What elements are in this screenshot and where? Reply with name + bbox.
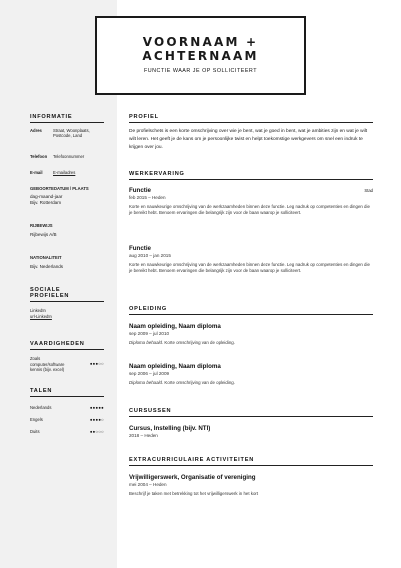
linkedin-label: LinkedIn bbox=[30, 308, 46, 314]
education-description: Diploma behaald. Korte omschrijving van de opleiding. bbox=[129, 380, 235, 385]
job-title: Functie bbox=[129, 245, 152, 252]
telefoon-value: Telefoonnummer bbox=[53, 154, 85, 159]
rijbewijs-value: Rijbewijs A/B bbox=[30, 231, 57, 237]
extra-title: EXTRACURRICULAIRE ACTIVITEITEN bbox=[129, 457, 255, 463]
geboorte-label: GEBOORTEDATUM / PLAATS bbox=[30, 186, 89, 191]
extra-item-title: Vrijwilligerswerk, Organisatie of vereniging bbox=[129, 474, 256, 482]
social-rule bbox=[30, 301, 104, 302]
education-item bbox=[129, 323, 373, 346]
profiel-text: De profielschets is een korte omschrijving over wie je bent, wat je goed in bent, wat je ambities zijn en wat je wilt wilt leren. Het geeft je de kans om je persoonlijke twist en helpt toekomstige werkgevers om snel een indruk te krijgen over jou. bbox=[129, 129, 368, 151]
skills-section bbox=[30, 341, 104, 373]
profiel-rule bbox=[129, 122, 373, 123]
geboorte-block bbox=[30, 186, 104, 206]
education-date: sep 2006 – jul 2009 bbox=[129, 371, 170, 376]
social-title-1: SOCIALE bbox=[30, 287, 61, 293]
opleiding-rule bbox=[129, 314, 373, 315]
job-city: Stad bbox=[364, 188, 373, 193]
telefoon-row bbox=[30, 154, 104, 159]
skill-rating: ●●●○○ bbox=[89, 361, 104, 367]
adres-label: Adres bbox=[30, 128, 42, 133]
language-name: Engels bbox=[30, 416, 43, 422]
extra-rule bbox=[129, 465, 373, 466]
werk-title: WERKERVARING bbox=[129, 171, 185, 177]
job-date: feb 2015 – Heden bbox=[129, 195, 166, 200]
telefoon-label: Telefoon bbox=[30, 154, 48, 159]
education-date: sep 2009 – jul 2010 bbox=[129, 331, 170, 336]
adres-value: Straat, Woonplaats, Postcode, Land bbox=[53, 128, 90, 139]
profiel-section bbox=[129, 114, 373, 152]
job-description: Korte en nauwkeurige omschrijving van de werkzaamheden binnen deze functie. Leg nadruk op competenties en dingen die je bereikt hebt. Benoem ervaringen die belangrijk zijn voor de baan waarop je solliciteert. bbox=[129, 204, 370, 216]
education-title: Naam opleiding, Naam diploma bbox=[129, 323, 221, 330]
info-section bbox=[30, 114, 104, 123]
languages-title: TALEN bbox=[30, 388, 53, 394]
werk-section bbox=[129, 171, 373, 180]
language-rating: ●●●●● bbox=[89, 404, 104, 410]
skill-row bbox=[30, 356, 104, 373]
skills-rule bbox=[30, 349, 104, 350]
geboorte-place: Bijv. Rotterdam bbox=[30, 199, 62, 205]
rijbewijs-label: RIJBEWIJS bbox=[30, 223, 53, 228]
geboorte-date: dag-maand-jaar bbox=[30, 193, 63, 199]
course-date: 2018 – Heden bbox=[129, 433, 158, 439]
nationaliteit-value: Bijv. Nederlands bbox=[30, 263, 64, 269]
extra-description: Beschrijf je taken met betrekking tot het vrijwilligerswerk in het kort bbox=[129, 491, 259, 497]
education-description: Diploma behaald. Korte omschrijving van de opleiding. bbox=[129, 340, 235, 345]
languages-rule bbox=[30, 396, 104, 397]
nationaliteit-block bbox=[30, 255, 104, 270]
name-line-1: VOORNAAM + bbox=[142, 35, 259, 49]
linkedin-link[interactable]: url-LinkedIn bbox=[30, 313, 52, 319]
email-row bbox=[30, 170, 104, 175]
extra-section bbox=[129, 457, 373, 497]
cursussen-rule bbox=[129, 416, 373, 417]
nationaliteit-label: NATIONALITEIT bbox=[30, 255, 62, 260]
education-item bbox=[129, 363, 373, 386]
job-item bbox=[129, 245, 373, 274]
info-title: INFORMATIE bbox=[30, 114, 73, 120]
opleiding-title: OPLEIDING bbox=[129, 306, 167, 312]
job-date: aug 2010 – jan 2015 bbox=[129, 253, 171, 258]
extra-date: mei 2004 – Heden bbox=[129, 482, 167, 488]
skill-label: Zoals computer/software kennis (bijv. excel) bbox=[30, 356, 65, 373]
language-rating: ●●○○○ bbox=[89, 428, 104, 434]
profiel-title: PROFIEL bbox=[129, 114, 159, 120]
language-row bbox=[30, 401, 104, 413]
adres-row bbox=[30, 128, 104, 138]
language-row bbox=[30, 413, 104, 425]
skills-title: VAARDIGHEDEN bbox=[30, 341, 85, 347]
name-line-2: ACHTERNAAM bbox=[142, 49, 259, 63]
language-name: Duits bbox=[30, 428, 40, 434]
email-link[interactable]: E-mailadres bbox=[53, 170, 76, 175]
rijbewijs-block bbox=[30, 223, 104, 238]
werk-rule bbox=[129, 179, 373, 180]
education-title: Naam opleiding, Naam diploma bbox=[129, 363, 221, 370]
language-row bbox=[30, 425, 104, 437]
course-title: Cursus, Instelling (bijv. NTI) bbox=[129, 425, 211, 433]
language-name: Nederlands bbox=[30, 404, 52, 410]
job-title: Functie bbox=[129, 187, 152, 194]
name-header-box bbox=[95, 16, 306, 95]
social-title-2: PROFIELEN bbox=[30, 293, 70, 299]
language-rating: ●●●●○ bbox=[89, 416, 104, 422]
cursussen-title: CURSUSSEN bbox=[129, 408, 172, 414]
social-section bbox=[30, 287, 104, 319]
cursussen-section bbox=[129, 408, 373, 438]
job-description: Korte en nauwkeurige omschrijving van de werkzaamheden binnen deze functie. Leg nadruk op competenties en dingen die je bereikt hebt. Benoem ervaringen die belangrijk zijn voor de baan waarop je solliciteert. bbox=[129, 262, 370, 274]
languages-section bbox=[30, 388, 104, 437]
info-rule bbox=[30, 122, 104, 123]
job-subtitle: FUNCTIE WAAR JE OP SOLLICITEERT bbox=[143, 68, 258, 74]
email-label: E-mail bbox=[30, 170, 43, 175]
job-item bbox=[129, 187, 373, 216]
opleiding-section bbox=[129, 306, 373, 315]
